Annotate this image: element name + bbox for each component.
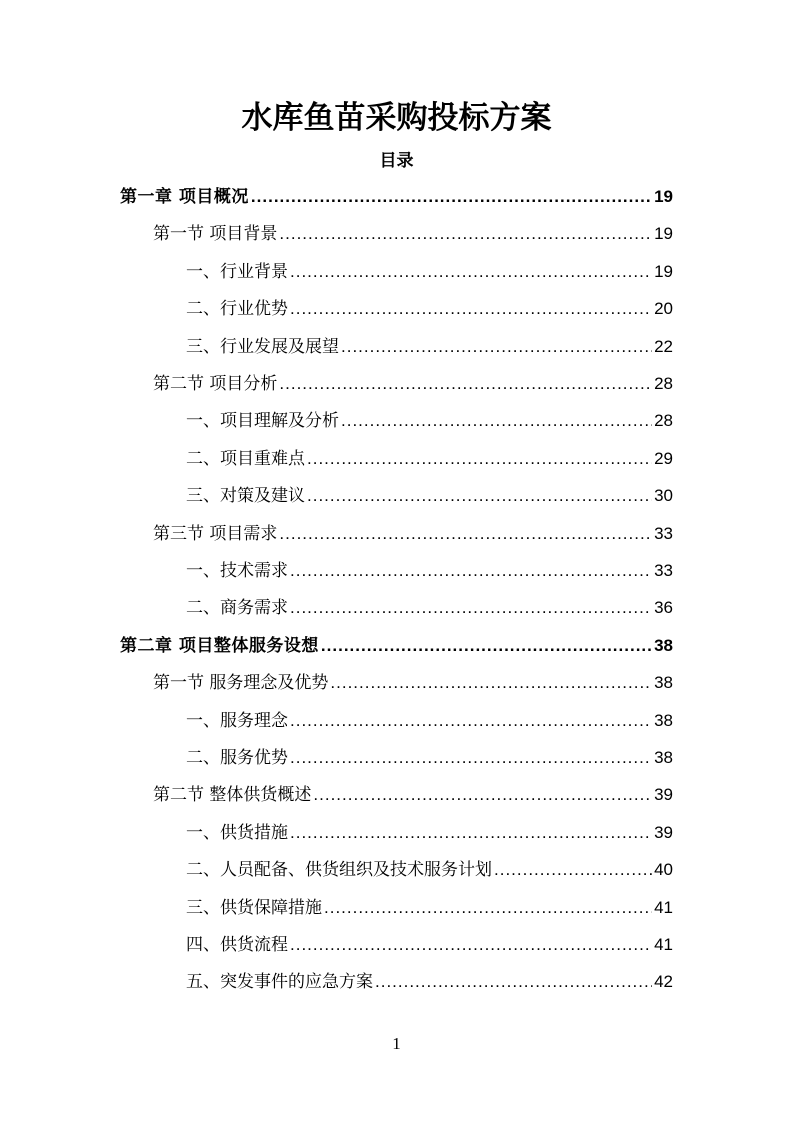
toc-entry-label: 三、行业发展及展望 — [186, 336, 339, 357]
toc-entry-page: 33 — [654, 561, 673, 580]
toc-entry-page: 19 — [654, 224, 673, 244]
toc-subsection-entry[interactable] — [186, 402, 673, 432]
toc-leader-dots — [321, 635, 652, 657]
toc-entry-label: 三、对策及建议 — [186, 486, 305, 507]
toc-leader-dots — [494, 859, 652, 881]
toc-subsection-entry[interactable] — [186, 814, 673, 844]
toc-entry-label: 第二节 项目分析 — [153, 374, 278, 394]
toc-leader-dots — [290, 597, 652, 619]
toc-entry-page: 41 — [654, 935, 673, 954]
toc-entry-label: 一、技术需求 — [186, 561, 288, 581]
toc-chapter-entry[interactable] — [120, 627, 673, 657]
toc-subsection-entry[interactable] — [186, 702, 673, 732]
toc-entry-label: 第一节 项目背景 — [153, 224, 278, 245]
toc-leader-dots — [290, 710, 652, 732]
toc-section-entry[interactable] — [153, 664, 673, 694]
toc-entry-page: 38 — [654, 748, 673, 767]
toc-entry-label: 第三节 项目需求 — [153, 523, 278, 544]
toc-leader-dots — [290, 822, 652, 844]
toc-section-entry[interactable] — [153, 776, 673, 806]
toc-entry-page: 38 — [654, 635, 673, 655]
toc-entry-page: 28 — [654, 374, 673, 393]
toc-entry-label: 第二章 项目整体服务设想 — [120, 635, 319, 656]
toc-leader-dots — [290, 261, 652, 283]
toc-entry-label: 一、供货措施 — [186, 822, 288, 843]
toc-entry-page: 22 — [654, 336, 673, 356]
toc-entry-label: 三、供货保障措施 — [186, 897, 322, 918]
toc-leader-dots — [341, 336, 652, 358]
toc-entry-page: 28 — [654, 411, 673, 431]
toc-entry-label: 二、商务需求 — [186, 598, 288, 619]
toc-section-entry[interactable] — [153, 515, 673, 545]
toc-entry-label: 第一节 服务理念及优势 — [153, 673, 329, 694]
toc-leader-dots — [341, 410, 652, 432]
toc-leader-dots — [290, 560, 652, 582]
toc-leader-dots — [251, 186, 652, 208]
toc-leader-dots — [307, 448, 652, 470]
toc-entry-page: 40 — [654, 860, 673, 880]
toc-subsection-entry[interactable] — [186, 253, 673, 283]
toc-subsection-entry[interactable] — [186, 290, 673, 320]
toc-entry-label: 二、项目重难点 — [186, 448, 305, 469]
toc-leader-dots — [375, 971, 652, 993]
toc-heading: 目录 — [379, 151, 414, 171]
toc-entry-label: 一、行业背景 — [186, 261, 288, 282]
toc-subsection-entry[interactable] — [186, 889, 673, 919]
toc-leader-dots — [290, 747, 652, 769]
toc-entry-label: 一、项目理解及分析 — [186, 411, 339, 432]
toc-entry-page: 36 — [654, 598, 673, 618]
toc-entry-label: 五、突发事件的应急方案 — [186, 972, 373, 993]
toc-leader-dots — [279, 223, 652, 245]
toc-entry-label: 四、供货流程 — [186, 935, 288, 955]
toc-entry-page: 38 — [654, 710, 673, 730]
toc-subsection-entry[interactable] — [186, 328, 673, 358]
toc-entry-page: 29 — [654, 448, 673, 468]
toc-entry-page: 33 — [654, 523, 673, 543]
toc-entry-label: 一、服务理念 — [186, 710, 288, 731]
toc-leader-dots — [313, 784, 652, 806]
toc-leader-dots — [290, 298, 652, 320]
toc-subsection-entry[interactable] — [186, 552, 673, 582]
toc-leader-dots — [279, 523, 652, 545]
toc-leader-dots — [279, 373, 652, 395]
toc-leader-dots — [290, 934, 652, 956]
toc-subsection-entry[interactable] — [186, 739, 673, 769]
toc-entry-page: 42 — [654, 972, 673, 992]
toc-section-entry[interactable] — [153, 215, 673, 245]
toc-entry-label: 第二节 整体供货概述 — [153, 785, 312, 806]
document-title: 水库鱼苗采购投标方案 — [241, 100, 552, 136]
toc-entry-page: 39 — [654, 785, 673, 805]
toc-entry-page: 30 — [654, 486, 673, 506]
toc-subsection-entry[interactable] — [186, 963, 673, 993]
toc-leader-dots — [324, 897, 652, 919]
toc-subsection-entry[interactable] — [186, 589, 673, 619]
page-number: 1 — [392, 1034, 401, 1053]
toc-subsection-entry[interactable] — [186, 477, 673, 507]
toc-leader-dots — [330, 672, 652, 694]
toc-entry-label: 第一章 项目概况 — [120, 187, 249, 207]
toc-entry-page: 39 — [654, 822, 673, 842]
toc-leader-dots — [307, 485, 652, 507]
toc-entry-label: 二、人员配备、供货组织及技术服务计划 — [186, 860, 492, 881]
toc-entry-label: 二、行业优势 — [186, 299, 288, 320]
toc-subsection-entry[interactable] — [186, 926, 673, 956]
toc-entry-page: 20 — [654, 299, 673, 319]
toc-subsection-entry[interactable] — [186, 440, 673, 470]
toc-entry-page: 41 — [654, 897, 673, 917]
toc-section-entry[interactable] — [153, 365, 673, 395]
toc-chapter-entry[interactable] — [120, 178, 673, 208]
toc-entry-page: 19 — [654, 187, 673, 206]
toc-entry-page: 38 — [654, 673, 673, 693]
toc-entry-label: 二、服务优势 — [186, 748, 288, 768]
toc-entry-page: 19 — [654, 261, 673, 281]
toc-subsection-entry[interactable] — [186, 851, 673, 881]
